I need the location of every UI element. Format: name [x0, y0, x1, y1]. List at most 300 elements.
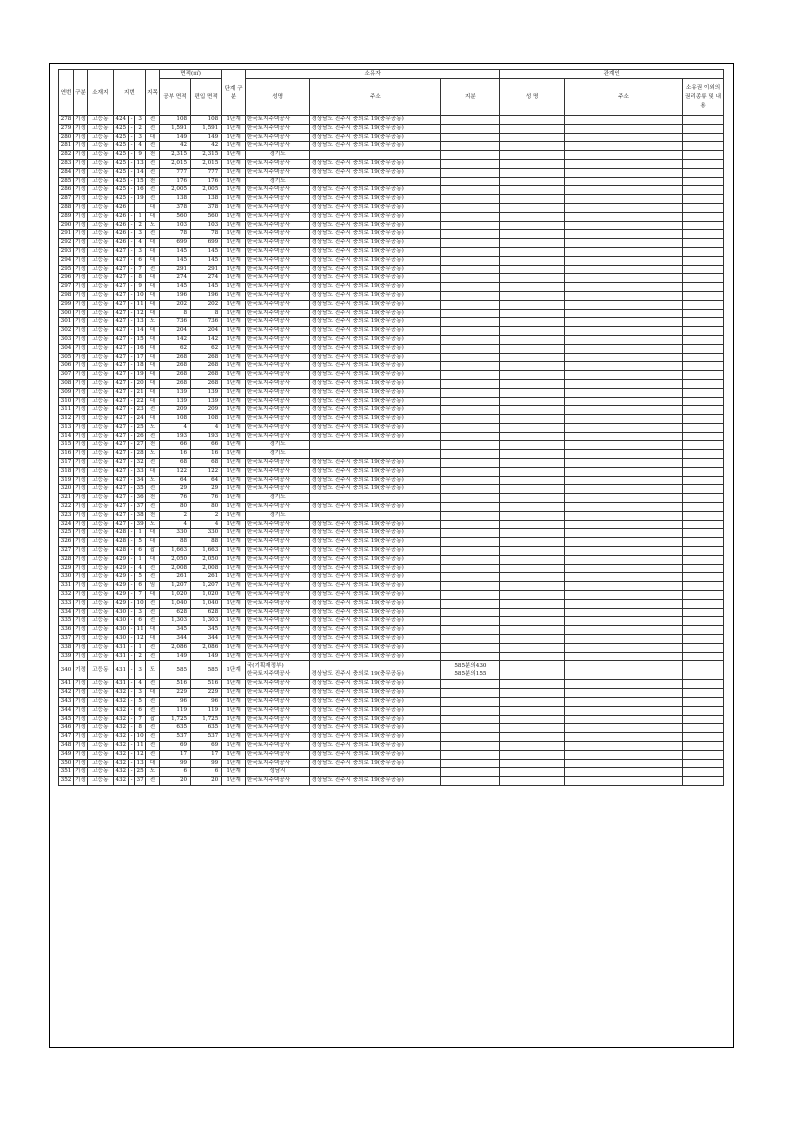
cell-serial: 289	[59, 212, 74, 221]
cell-related-rights	[683, 212, 724, 221]
cell-related-rights	[683, 116, 724, 125]
cell-lot-main: 432	[113, 733, 128, 742]
cell-area-included: 1,663	[191, 547, 222, 556]
cell-area-official: 268	[159, 371, 190, 380]
cell-serial: 343	[59, 698, 74, 707]
cell-lot-dash: -	[128, 142, 134, 151]
cell-stage: 1단계	[222, 680, 246, 689]
cell-related-rights	[683, 706, 724, 715]
cell-lot-main: 430	[113, 635, 128, 644]
cell-lot-sub: 9	[135, 151, 146, 160]
cell-owner-address: 경상남도 진주시 충의로 19(충무공동)	[310, 698, 441, 707]
cell-lot-dash: -	[128, 133, 134, 142]
cell-stage: 1단계	[222, 344, 246, 353]
cell-serial: 282	[59, 151, 74, 160]
col-area-group: 면적(㎡)	[159, 70, 221, 79]
cell-lot-dash: -	[128, 151, 134, 160]
table-row	[59, 485, 724, 494]
cell-area-official: 139	[159, 388, 190, 397]
cell-related-address	[564, 300, 682, 309]
cell-owner-name: 한국토지주택공사	[245, 547, 309, 556]
cell-stage: 1단계	[222, 608, 246, 617]
table-row	[59, 168, 724, 177]
cell-area-included: 96	[191, 698, 222, 707]
cell-lot-main: 432	[113, 759, 128, 768]
cell-owner-share	[441, 327, 500, 336]
cell-related-address	[564, 450, 682, 459]
cell-land-type: 대	[146, 247, 160, 256]
table-row	[59, 186, 724, 195]
cell-area-official: 2,005	[159, 186, 190, 195]
cell-area-official: 145	[159, 283, 190, 292]
cell-stage: 1단계	[222, 750, 246, 759]
cell-area-included: 17	[191, 750, 222, 759]
cell-related-address	[564, 467, 682, 476]
cell-land-type: 대	[146, 256, 160, 265]
cell-owner-share: 585분의430 585분의155	[441, 661, 500, 680]
cell-serial: 291	[59, 230, 74, 239]
cell-land-type: 대	[146, 327, 160, 336]
cell-owner-share	[441, 689, 500, 698]
table-row	[59, 529, 724, 538]
cell-lot-main: 425	[113, 195, 128, 204]
cell-owner-address: 경상남도 진주시 충의로 19(충무공동)	[310, 124, 441, 133]
table-row	[59, 476, 724, 485]
cell-area-official: 560	[159, 212, 190, 221]
cell-land-type: 천	[146, 151, 160, 160]
cell-owner-name: 한국토지주택공사	[245, 116, 309, 125]
cell-lot-sub: 34	[135, 476, 146, 485]
cell-area-included: 378	[191, 203, 222, 212]
table-row	[59, 689, 724, 698]
cell-lot-main: 425	[113, 168, 128, 177]
cell-serial: 310	[59, 397, 74, 406]
cell-owner-share	[441, 733, 500, 742]
cell-owner-address: 경상남도 진주시 충의로 19(충무공동)	[310, 750, 441, 759]
cell-owner-address: 경상남도 진주시 충의로 19(충무공동)	[310, 256, 441, 265]
cell-lot-sub: 8	[135, 724, 146, 733]
cell-lot-sub: 9	[135, 283, 146, 292]
cell-owner-address: 경상남도 진주시 충의로 19(충무공동)	[310, 680, 441, 689]
cell-owner-name: 한국토지주택공사	[245, 397, 309, 406]
cell-serial: 348	[59, 741, 74, 750]
cell-related-rights	[683, 203, 724, 212]
col-area-official: 공부 면적	[159, 79, 190, 116]
cell-category: 기정	[74, 459, 88, 468]
table-row	[59, 599, 724, 608]
cell-related-address	[564, 397, 682, 406]
cell-owner-name: 한국토지주택공사	[245, 327, 309, 336]
cell-category: 기정	[74, 423, 88, 432]
cell-location: 고등동	[87, 168, 113, 177]
cell-land-type: 대	[146, 344, 160, 353]
cell-owner-address: 경상남도 진주시 충의로 19(충무공동)	[310, 212, 441, 221]
cell-land-type: 천	[146, 494, 160, 503]
cell-owner-share	[441, 573, 500, 582]
cell-category: 기정	[74, 406, 88, 415]
cell-land-type: 전	[146, 706, 160, 715]
cell-location: 고등동	[87, 441, 113, 450]
cell-owner-name: 한국토지주택공사	[245, 353, 309, 362]
cell-lot-main: 427	[113, 256, 128, 265]
cell-lot-sub: 3	[135, 247, 146, 256]
cell-category: 기정	[74, 698, 88, 707]
cell-serial: 315	[59, 441, 74, 450]
cell-area-official: 2,086	[159, 643, 190, 652]
cell-owner-address: 경상남도 진주시 충의로 19(충무공동)	[310, 459, 441, 468]
cell-category: 기정	[74, 151, 88, 160]
cell-land-type: 도	[146, 661, 160, 680]
cell-location: 고등동	[87, 116, 113, 125]
cell-lot-dash: -	[128, 423, 134, 432]
cell-owner-name: 한국토지주택공사	[245, 159, 309, 168]
cell-category: 기정	[74, 733, 88, 742]
cell-area-official: 103	[159, 221, 190, 230]
cell-land-type: 대	[146, 635, 160, 644]
cell-owner-name: 한국토지주택공사	[245, 335, 309, 344]
cell-serial: 288	[59, 203, 74, 212]
cell-owner-share	[441, 432, 500, 441]
cell-related-address	[564, 547, 682, 556]
cell-location: 고등동	[87, 291, 113, 300]
cell-lot-dash: -	[128, 520, 134, 529]
cell-location: 고등동	[87, 635, 113, 644]
cell-area-included: 29	[191, 485, 222, 494]
cell-related-name	[500, 432, 564, 441]
cell-related-rights	[683, 617, 724, 626]
cell-area-official: 202	[159, 300, 190, 309]
cell-related-rights	[683, 759, 724, 768]
cell-lot-main: 427	[113, 485, 128, 494]
table-row	[59, 494, 724, 503]
cell-lot-sub: 23	[135, 406, 146, 415]
cell-owner-share	[441, 680, 500, 689]
cell-related-rights	[683, 459, 724, 468]
cell-owner-share	[441, 186, 500, 195]
cell-stage: 1단계	[222, 186, 246, 195]
cell-lot-main: 428	[113, 547, 128, 556]
cell-area-official: 2	[159, 511, 190, 520]
cell-related-rights	[683, 520, 724, 529]
cell-area-included: 2,015	[191, 159, 222, 168]
cell-lot-sub: 1	[135, 643, 146, 652]
table-row	[59, 759, 724, 768]
cell-lot-sub: 19	[135, 195, 146, 204]
cell-lot-main: 425	[113, 151, 128, 160]
cell-land-type: 대	[146, 467, 160, 476]
cell-related-rights	[683, 547, 724, 556]
cell-area-official: 69	[159, 741, 190, 750]
cell-owner-address: 경상남도 진주시 충의로 19(충무공동)	[310, 643, 441, 652]
cell-area-included: 145	[191, 283, 222, 292]
cell-owner-address: 경상남도 진주시 충의로 19(충무공동)	[310, 415, 441, 424]
cell-serial: 302	[59, 327, 74, 336]
cell-related-rights	[683, 239, 724, 248]
cell-owner-name: 한국토지주택공사	[245, 142, 309, 151]
cell-related-address	[564, 441, 682, 450]
cell-category: 기정	[74, 741, 88, 750]
cell-lot-sub: 28	[135, 450, 146, 459]
cell-land-type: 대	[146, 591, 160, 600]
cell-related-name	[500, 652, 564, 661]
cell-serial: 312	[59, 415, 74, 424]
cell-stage: 1단계	[222, 759, 246, 768]
cell-category: 기정	[74, 555, 88, 564]
cell-related-address	[564, 309, 682, 318]
col-owner-name: 성명	[245, 79, 309, 116]
cell-category: 기정	[74, 652, 88, 661]
cell-location: 고등동	[87, 538, 113, 547]
cell-owner-share	[441, 741, 500, 750]
cell-location: 고등동	[87, 476, 113, 485]
cell-owner-share	[441, 547, 500, 556]
cell-area-included: 139	[191, 397, 222, 406]
cell-location: 고등동	[87, 406, 113, 415]
cell-owner-name: 한국토지주택공사	[245, 689, 309, 698]
cell-land-type: 도	[146, 768, 160, 777]
cell-lot-sub: 7	[135, 591, 146, 600]
table-row	[59, 221, 724, 230]
cell-area-included: 699	[191, 239, 222, 248]
cell-area-official: 145	[159, 247, 190, 256]
cell-lot-sub: 11	[135, 300, 146, 309]
cell-location: 고등동	[87, 159, 113, 168]
cell-related-name	[500, 661, 564, 680]
cell-stage: 1단계	[222, 441, 246, 450]
cell-area-included: 628	[191, 608, 222, 617]
cell-related-name	[500, 706, 564, 715]
cell-related-name	[500, 741, 564, 750]
cell-area-included: 149	[191, 133, 222, 142]
cell-location: 고등동	[87, 274, 113, 283]
col-stage: 단계 구분	[222, 70, 246, 116]
cell-lot-sub: 18	[135, 362, 146, 371]
cell-area-official: 176	[159, 177, 190, 186]
cell-related-name	[500, 256, 564, 265]
cell-area-official: 4	[159, 520, 190, 529]
cell-related-name	[500, 467, 564, 476]
cell-area-included: 108	[191, 415, 222, 424]
cell-owner-name: 한국토지주택공사	[245, 371, 309, 380]
cell-lot-sub: 10	[135, 733, 146, 742]
cell-area-included: 4	[191, 520, 222, 529]
cell-serial: 335	[59, 617, 74, 626]
table-row	[59, 239, 724, 248]
cell-related-address	[564, 116, 682, 125]
cell-lot-dash: -	[128, 635, 134, 644]
cell-location: 고등동	[87, 309, 113, 318]
cell-owner-name: 한국토지주택공사	[245, 555, 309, 564]
cell-area-official: 145	[159, 256, 190, 265]
cell-lot-dash: -	[128, 318, 134, 327]
cell-lot-sub: 14	[135, 327, 146, 336]
cell-lot-sub: 7	[135, 715, 146, 724]
cell-related-rights	[683, 441, 724, 450]
cell-related-address	[564, 318, 682, 327]
cell-owner-name: 한국토지주택공사	[245, 423, 309, 432]
cell-owner-name: 경기도	[245, 151, 309, 160]
cell-lot-dash: -	[128, 274, 134, 283]
cell-lot-dash: -	[128, 230, 134, 239]
col-owner-group: 소유자	[245, 70, 500, 79]
cell-location: 고등동	[87, 689, 113, 698]
cell-lot-main: 425	[113, 177, 128, 186]
cell-related-rights	[683, 327, 724, 336]
cell-category: 기정	[74, 724, 88, 733]
cell-related-name	[500, 274, 564, 283]
table-row	[59, 256, 724, 265]
cell-owner-name: 한국토지주택공사	[245, 309, 309, 318]
cell-lot-sub: 13	[135, 318, 146, 327]
table-body	[59, 116, 724, 786]
cell-location: 고등동	[87, 759, 113, 768]
cell-owner-name: 한국토지주택공사	[245, 362, 309, 371]
col-category: 구분	[74, 70, 88, 116]
cell-owner-name: 한국토지주택공사	[245, 529, 309, 538]
cell-lot-main: 427	[113, 327, 128, 336]
cell-owner-share	[441, 768, 500, 777]
cell-lot-dash: -	[128, 247, 134, 256]
cell-lot-sub: 38	[135, 511, 146, 520]
cell-owner-share	[441, 467, 500, 476]
cell-related-address	[564, 353, 682, 362]
cell-owner-address: 경상남도 진주시 충의로 19(충무공동)	[310, 715, 441, 724]
cell-lot-sub: 25	[135, 768, 146, 777]
cell-lot-main: 431	[113, 680, 128, 689]
cell-owner-name: 한국토지주택공사	[245, 617, 309, 626]
cell-serial: 278	[59, 116, 74, 125]
cell-serial: 328	[59, 555, 74, 564]
col-area-included: 편입 면적	[191, 79, 222, 116]
cell-category: 기정	[74, 327, 88, 336]
cell-related-rights	[683, 247, 724, 256]
cell-serial: 308	[59, 379, 74, 388]
cell-land-type: 대	[146, 415, 160, 424]
cell-related-address	[564, 168, 682, 177]
cell-owner-address: 경상남도 진주시 충의로 19(충무공동)	[310, 195, 441, 204]
cell-related-rights	[683, 133, 724, 142]
cell-related-address	[564, 476, 682, 485]
cell-lot-dash: -	[128, 476, 134, 485]
cell-serial: 314	[59, 432, 74, 441]
cell-lot-sub: 5	[135, 698, 146, 707]
table-row	[59, 652, 724, 661]
cell-owner-address: 경상남도 진주시 충의로 19(충무공동)	[310, 186, 441, 195]
cell-stage: 1단계	[222, 724, 246, 733]
cell-owner-address: 경상남도 진주시 충의로 19(충무공동)	[310, 116, 441, 125]
cell-stage: 1단계	[222, 467, 246, 476]
cell-stage: 1단계	[222, 371, 246, 380]
cell-owner-share	[441, 643, 500, 652]
cell-related-name	[500, 733, 564, 742]
cell-lot-main: 427	[113, 415, 128, 424]
cell-related-rights	[683, 485, 724, 494]
cell-area-official: 2,050	[159, 555, 190, 564]
cell-stage: 1단계	[222, 283, 246, 292]
cell-location: 고등동	[87, 564, 113, 573]
cell-land-type: 임	[146, 582, 160, 591]
cell-lot-sub: 4	[135, 142, 146, 151]
cell-owner-name: 한국토지주택공사	[245, 715, 309, 724]
cell-related-name	[500, 142, 564, 151]
cell-owner-address: 경상남도 진주시 충의로 19(충무공동)	[310, 344, 441, 353]
cell-land-type: 대	[146, 309, 160, 318]
cell-lot-sub: 12	[135, 309, 146, 318]
cell-related-rights	[683, 274, 724, 283]
cell-area-official: 108	[159, 415, 190, 424]
cell-related-name	[500, 133, 564, 142]
table-row	[59, 617, 724, 626]
cell-related-rights	[683, 309, 724, 318]
cell-category: 기정	[74, 608, 88, 617]
cell-stage: 1단계	[222, 450, 246, 459]
cell-owner-address: 경상남도 진주시 충의로 19(충무공동)	[310, 520, 441, 529]
cell-area-official: 96	[159, 698, 190, 707]
cell-owner-name: 한국토지주택공사	[245, 698, 309, 707]
cell-land-type: 전	[146, 503, 160, 512]
table-row	[59, 591, 724, 600]
table-row	[59, 230, 724, 239]
cell-lot-sub: 10	[135, 291, 146, 300]
table-row	[59, 203, 724, 212]
cell-lot-main: 427	[113, 335, 128, 344]
cell-owner-address: 경상남도 진주시 충의로 19(충무공동)	[310, 239, 441, 248]
cell-lot-sub: 12	[135, 750, 146, 759]
cell-land-type: 대	[146, 291, 160, 300]
cell-serial: 339	[59, 652, 74, 661]
cell-land-type: 도	[146, 423, 160, 432]
cell-lot-main: 427	[113, 388, 128, 397]
cell-area-official: 149	[159, 133, 190, 142]
cell-serial: 327	[59, 547, 74, 556]
cell-owner-share	[441, 212, 500, 221]
cell-lot-main: 427	[113, 397, 128, 406]
cell-lot-dash: -	[128, 371, 134, 380]
cell-owner-name: 한국토지주택공사	[245, 344, 309, 353]
cell-lot-dash: -	[128, 591, 134, 600]
cell-owner-address: 경상남도 진주시 충의로 19(충무공동)	[310, 159, 441, 168]
cell-location: 고등동	[87, 741, 113, 750]
cell-owner-share	[441, 291, 500, 300]
cell-related-name	[500, 485, 564, 494]
cell-related-name	[500, 643, 564, 652]
cell-related-rights	[683, 283, 724, 292]
cell-stage: 1단계	[222, 652, 246, 661]
cell-area-included: 76	[191, 494, 222, 503]
cell-owner-address: 경상남도 진주시 충의로 19(충무공동)	[310, 133, 441, 142]
cell-area-official: 229	[159, 689, 190, 698]
cell-stage: 1단계	[222, 706, 246, 715]
cell-area-included: 149	[191, 652, 222, 661]
cell-land-type: 대	[146, 759, 160, 768]
cell-related-address	[564, 388, 682, 397]
cell-area-included: 119	[191, 706, 222, 715]
cell-lot-main: 426	[113, 203, 128, 212]
cell-serial: 320	[59, 485, 74, 494]
cell-category: 기정	[74, 520, 88, 529]
cell-related-rights	[683, 564, 724, 573]
cell-category: 기정	[74, 680, 88, 689]
table-row	[59, 643, 724, 652]
cell-related-name	[500, 291, 564, 300]
cell-area-official: 80	[159, 503, 190, 512]
cell-stage: 1단계	[222, 142, 246, 151]
cell-related-rights	[683, 432, 724, 441]
cell-area-official: 42	[159, 142, 190, 151]
cell-stage: 1단계	[222, 124, 246, 133]
cell-owner-name: 한국토지주택공사	[245, 212, 309, 221]
cell-owner-name: 한국토지주택공사	[245, 635, 309, 644]
